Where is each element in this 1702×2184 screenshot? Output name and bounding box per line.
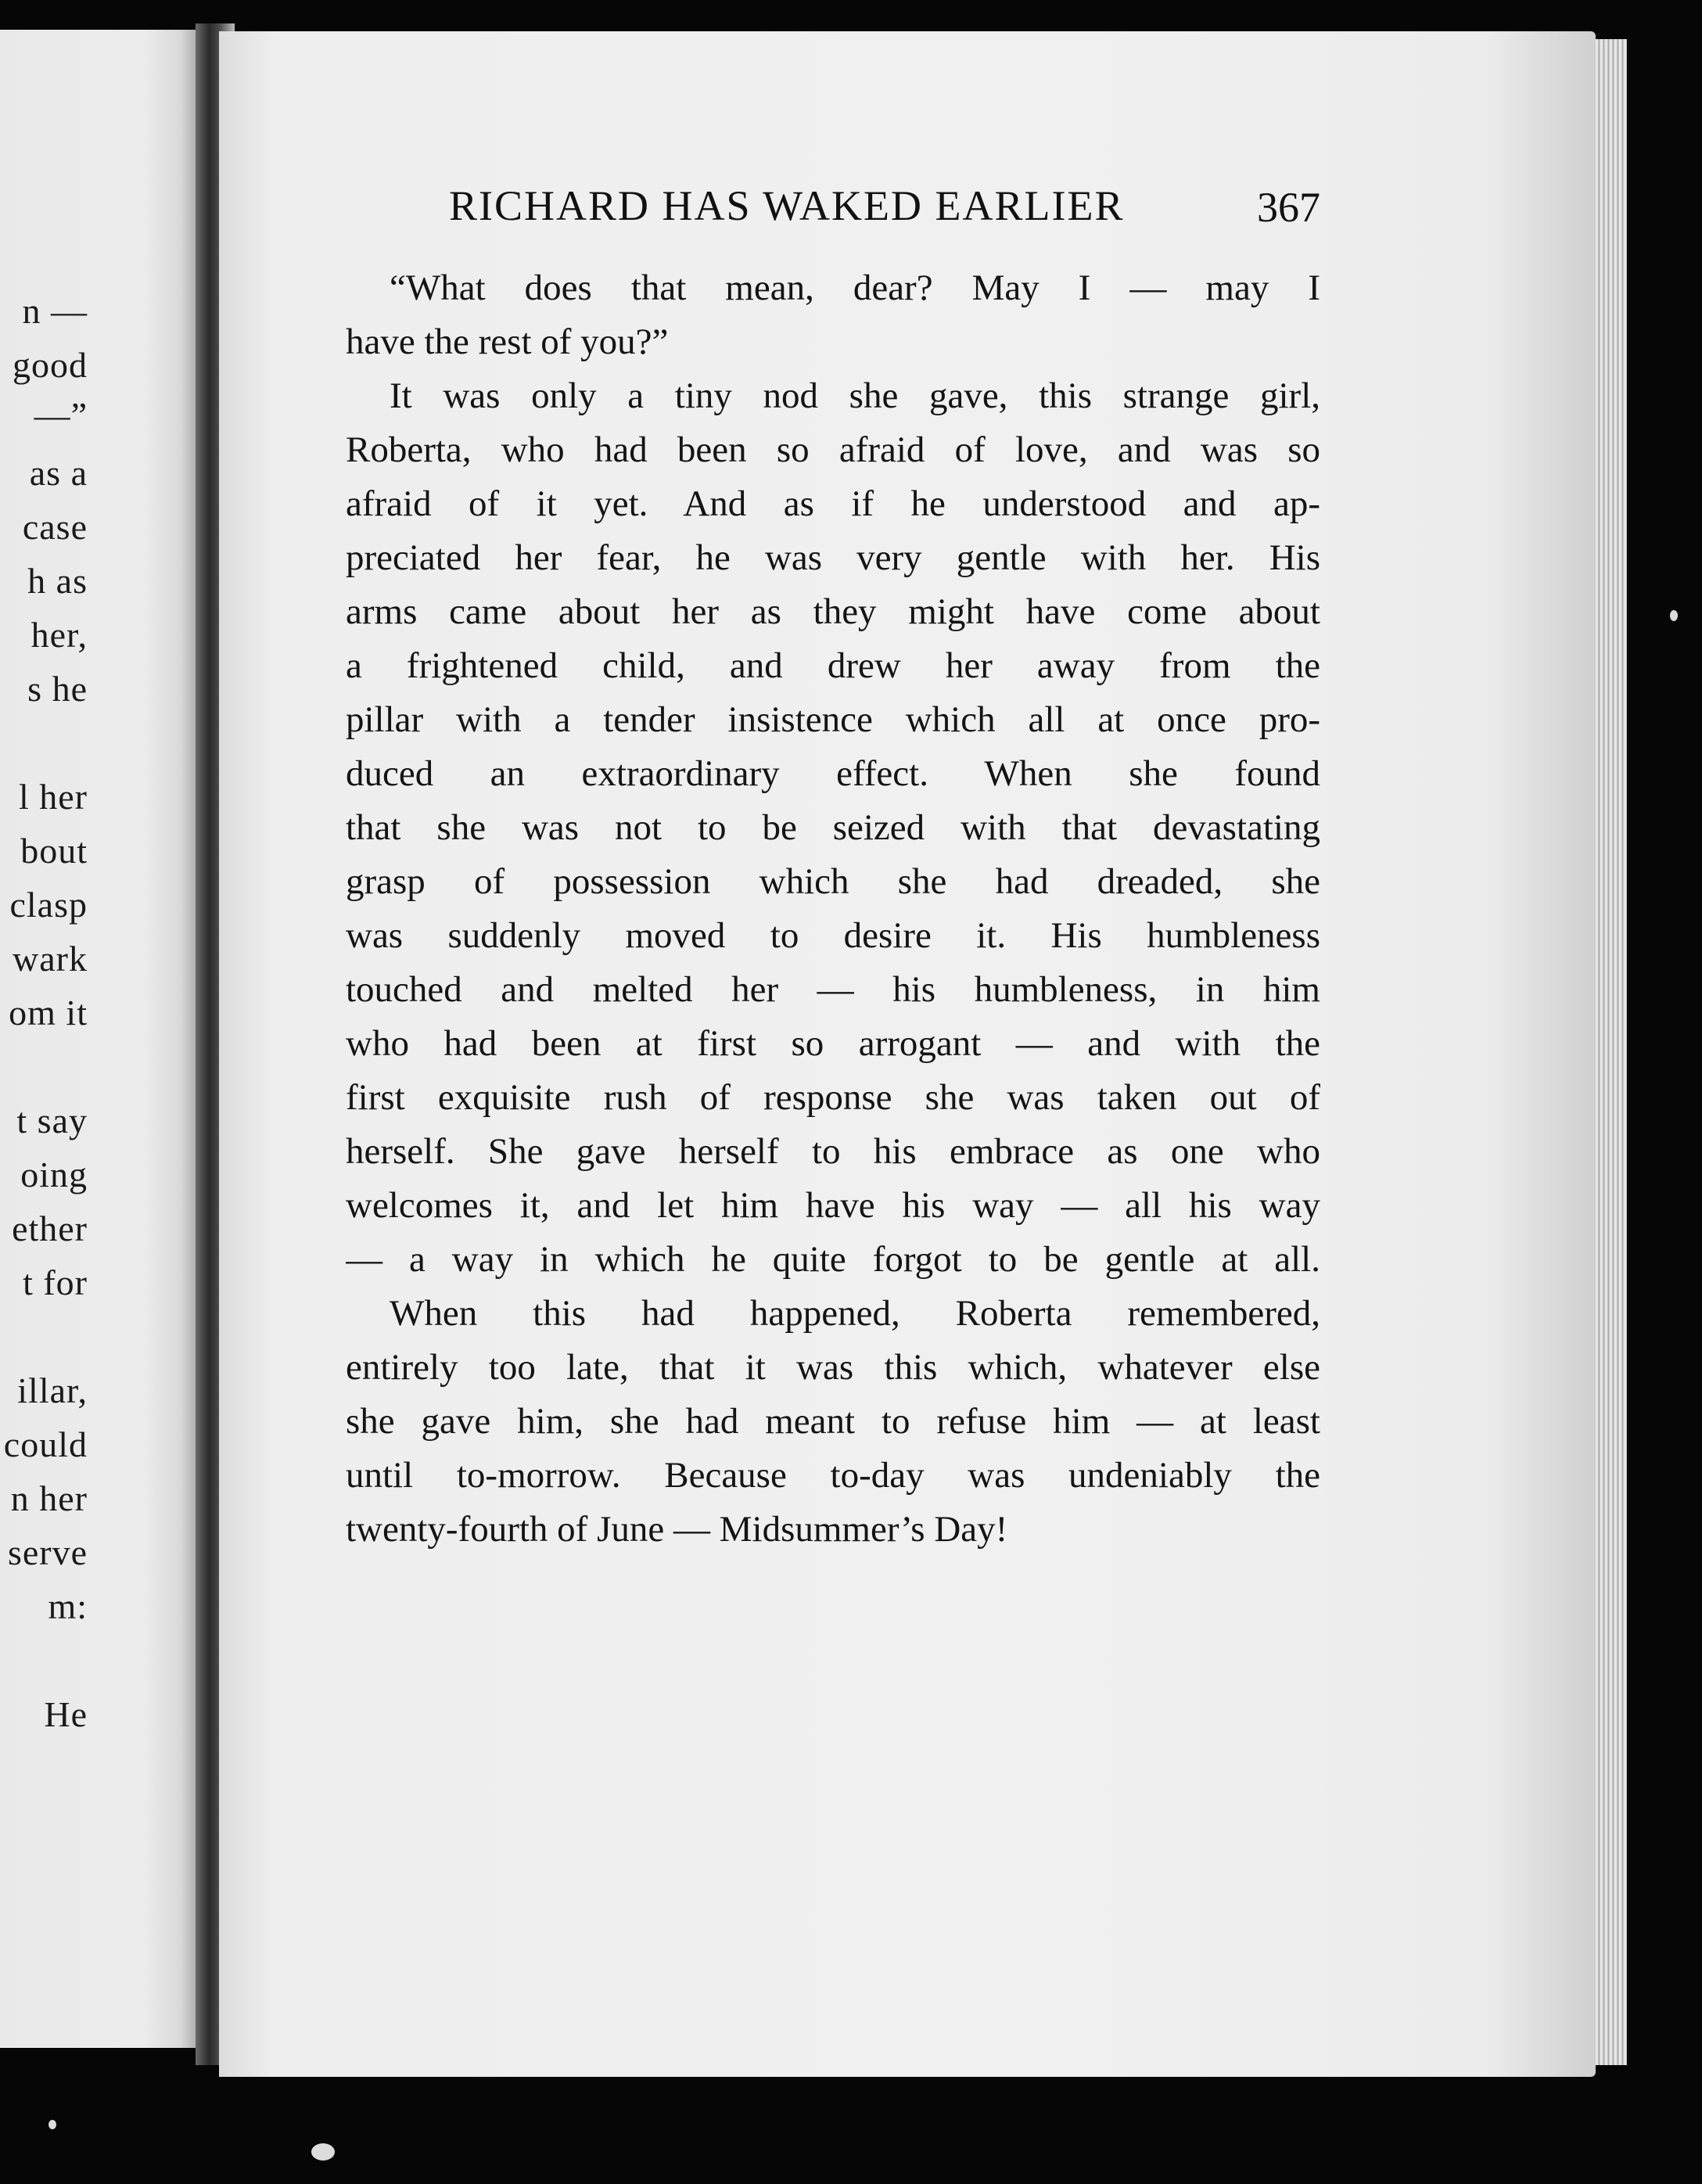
left-page-fragment: wark bbox=[13, 939, 88, 979]
left-page-fragment: om it bbox=[9, 993, 88, 1033]
text-line: that she was not to be seized with that devastating bbox=[346, 807, 1320, 848]
left-page-fragment: illar, bbox=[17, 1370, 88, 1410]
text-line: grasp of possession which she had dreaded, she bbox=[346, 861, 1320, 902]
left-page-fragment: as a bbox=[29, 453, 88, 493]
text-line: entirely too late, that it was this which, whatever else bbox=[346, 1347, 1320, 1388]
text-line: afraid of it yet. And as if he understood and ap- bbox=[346, 483, 1320, 524]
left-page-fragment: He bbox=[44, 1694, 88, 1734]
text-line: was suddenly moved to desire it. His humbleness bbox=[346, 915, 1320, 956]
left-page-fragment: h as bbox=[27, 561, 88, 601]
scan-speck bbox=[311, 2143, 335, 2161]
text-line: arms came about her as they might have come about bbox=[346, 591, 1320, 632]
text-line: preciated her fear, he was very gentle with her. His bbox=[346, 537, 1320, 578]
left-page-fragment: oing bbox=[20, 1155, 88, 1194]
text-line: she gave him, she had meant to refuse him — at least bbox=[346, 1401, 1320, 1442]
left-page-fragment: case bbox=[22, 507, 88, 547]
left-page-fragment: t say bbox=[16, 1101, 88, 1140]
left-page-fragment: t for bbox=[23, 1263, 88, 1302]
left-page-fragment: l her bbox=[18, 777, 88, 817]
text-line: duced an extraordinary effect. When she found bbox=[346, 753, 1320, 794]
text-line: who had been at first so arrogant — and with the bbox=[346, 1023, 1320, 1064]
left-page-fragment: s he bbox=[27, 669, 88, 709]
running-head: RICHARD HAS WAKED EARLIER bbox=[449, 182, 1125, 229]
text-line: a frightened child, and drew her away from the bbox=[346, 645, 1320, 686]
text-line: Roberta, who had been so afraid of love, and was so bbox=[346, 429, 1320, 470]
text-line: pillar with a tender insistence which all at once pro- bbox=[346, 699, 1320, 740]
left-page-fragment: —” bbox=[34, 395, 88, 435]
text-line: first exquisite rush of response she was taken out of bbox=[346, 1077, 1320, 1118]
left-page-fragment: could bbox=[3, 1424, 88, 1464]
text-line: welcomes it, and let him have his way — all his way bbox=[346, 1185, 1320, 1226]
left-page-fragment: m: bbox=[48, 1586, 88, 1626]
left-page-fragment: bout bbox=[20, 831, 88, 871]
text-line: — a way in which he quite forgot to be gentle at all. bbox=[346, 1239, 1320, 1280]
text-line: twenty-fourth of June — Midsummer’s Day! bbox=[346, 1509, 1008, 1550]
body-text bbox=[346, 261, 1320, 1557]
text-line: “What does that mean, dear? May I — may I bbox=[390, 268, 1320, 308]
page-number: 367 bbox=[1257, 184, 1320, 231]
left-page-fragment: n her bbox=[10, 1478, 88, 1518]
facing-page-left bbox=[0, 30, 205, 2048]
text-line: touched and melted her — his humbleness, in him bbox=[346, 969, 1320, 1010]
text-line: herself. She gave herself to his embrace as one who bbox=[346, 1131, 1320, 1172]
scan-speck bbox=[48, 2120, 56, 2129]
left-page-fragment: good bbox=[13, 345, 88, 385]
text-line: until to-morrow. Because to-day was undeniably the bbox=[346, 1455, 1320, 1496]
text-line: It was only a tiny nod she gave, this strange girl, bbox=[390, 375, 1320, 416]
left-page-fragment: her, bbox=[31, 615, 88, 655]
left-page-fragment: n — bbox=[22, 291, 88, 331]
text-line: have the rest of you?” bbox=[346, 321, 669, 362]
left-page-fragment: ether bbox=[12, 1209, 88, 1248]
left-page-fragment: clasp bbox=[9, 885, 88, 925]
scan-speck bbox=[1670, 610, 1678, 621]
text-line: When this had happened, Roberta remembered, bbox=[390, 1293, 1320, 1334]
left-page-fragment: serve bbox=[7, 1532, 88, 1572]
